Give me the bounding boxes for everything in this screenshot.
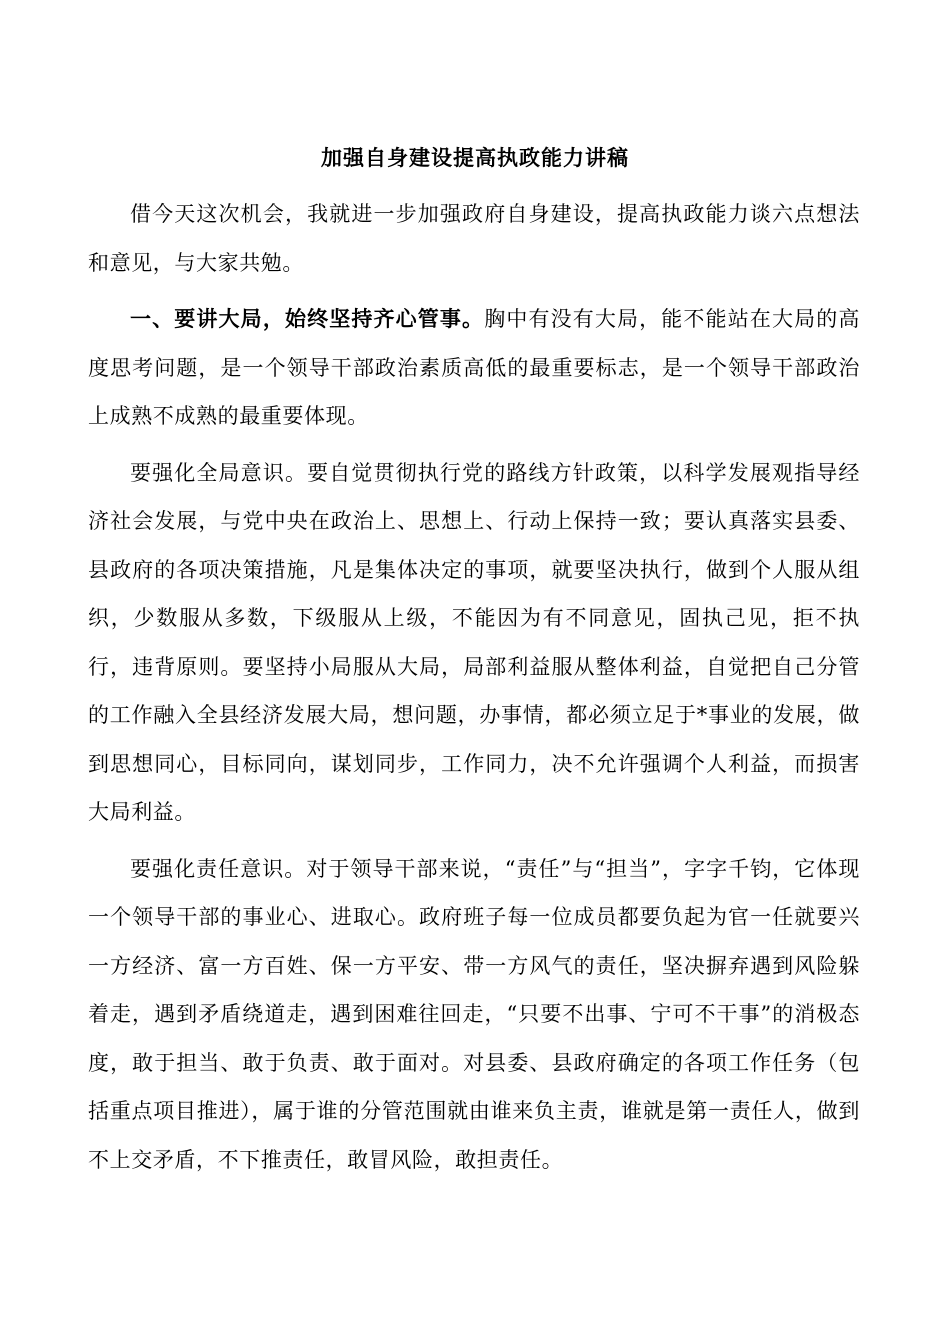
- paragraph-text: 要强化全局意识。要自觉贯彻执行党的路线方针政策，以科学发展观指导经济社会发展，与党中央在政治上、思想上、行动上保持一致；要认真落实县委、县政府的各项决策措施，凡是集体决定的事项，就要坚决执行，做到个人服从组织，少数服从多数，下级服从上级，不能因为有不同意见，固执己见，拒不执行，违背原则。要坚持小局服从大局，局部利益服从整体利益，自觉把自己分管的工作融入全县经济发展大局，想问题，办事情，都必须立足于*事业的发展，做到思想同心，目标同向，谋划同步，工作同力，决不允许强调个人利益，而损害大局利益。: [88, 460, 860, 824]
- section-heading: 一、要讲大局，始终坚持齐心管事。: [130, 306, 485, 331]
- paragraph-section-one: [88, 295, 860, 441]
- paragraph-text: 借今天这次机会，我就进一步加强政府自身建设，提高执政能力谈六点想法和意见，与大家共勉。: [88, 202, 860, 275]
- paragraph-text: 要强化责任意识。对于领导干部来说，“责任”与“担当”，字字千钧，它体现一个领导干部的事业心、进取心。政府班子每一位成员都要负起为官一任就要兴一方经济、富一方百姓、保一方平安、带一方风气的责任，坚决摒弃遇到风险躲着走，遇到矛盾绕道走，遇到困难往回走，“只要不出事、宁可不干事”的消极态度，敢于担当、敢于负责、敢于面对。对县委、县政府确定的各项工作任务（包括重点项目推进），属于谁的分管范围就由谁来负主责，谁就是第一责任人，做到不上交矛盾，不下推责任，敢冒风险，敢担责任。: [88, 856, 860, 1172]
- paragraph-responsibility-awareness: [88, 845, 860, 1185]
- paragraph-intro: [88, 190, 860, 287]
- document-body: [88, 190, 860, 1192]
- paragraph-text: 胸中有没有大局，能不能站在大局的高度思考问题，是一个领导干部政治素质高低的最重要标志，是一个领导干部政治上成熟不成熟的最重要体现。: [88, 307, 860, 428]
- paragraph-overall-awareness: [88, 449, 860, 837]
- document-title: 加强自身建设提高执政能力讲稿: [321, 145, 629, 170]
